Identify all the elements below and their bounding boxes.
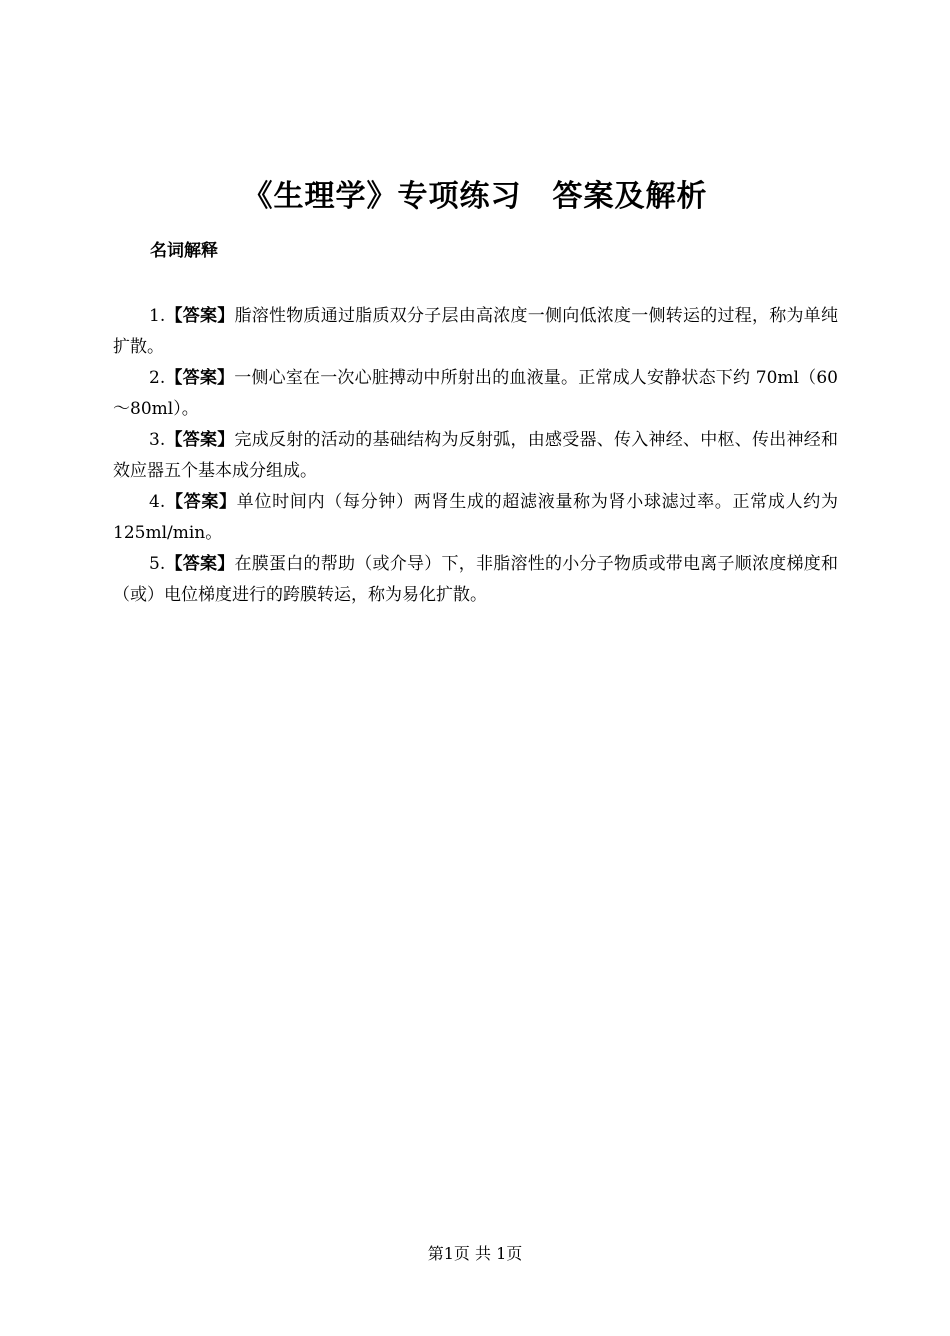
answer-text: 脂溶性物质通过脂质双分子层由高浓度一侧向低浓度一侧转运的过程，称为单纯扩散。 xyxy=(113,306,839,357)
answer-text: 一侧心室在一次心脏搏动中所射出的血液量。正常成人安静状态下约 70ml（60～80ml）。 xyxy=(113,368,838,419)
answer-tag: 【答案】 xyxy=(165,430,235,450)
answer-number: 5. xyxy=(149,554,166,574)
answer-number: 1. xyxy=(149,306,166,326)
page-title: 《生理学》专项练习 答案及解析 xyxy=(242,179,708,215)
answer-item-1 xyxy=(113,301,838,363)
answer-tag: 【答案】 xyxy=(165,554,235,574)
answer-text: 单位时间内（每分钟）两肾生成的超滤液量称为肾小球滤过率。正常成人约为 125ml/min。 xyxy=(113,492,839,543)
answer-tag: 【答案】 xyxy=(165,492,237,512)
answer-item-2 xyxy=(113,363,838,425)
answer-item-5 xyxy=(113,549,838,611)
answer-list xyxy=(113,301,838,611)
answer-number: 2. xyxy=(149,368,166,388)
section-heading: 名词解释 xyxy=(150,241,218,261)
page-footer: 第1页 共 1页 xyxy=(427,1244,523,1263)
answer-tag: 【答案】 xyxy=(165,368,235,388)
answer-number: 4. xyxy=(149,492,166,512)
answer-text: 完成反射的活动的基础结构为反射弧，由感受器、传入神经、中枢、传出神经和效应器五个基本成分组成。 xyxy=(113,430,839,481)
answer-item-3 xyxy=(113,425,838,487)
answer-item-4 xyxy=(113,487,838,549)
answer-text: 在膜蛋白的帮助（或介导）下，非脂溶性的小分子物质或带电离子顺浓度梯度和（或）电位梯度进行的跨膜转运，称为易化扩散。 xyxy=(113,554,839,605)
answer-tag: 【答案】 xyxy=(165,306,235,326)
answer-number: 3. xyxy=(149,430,166,450)
